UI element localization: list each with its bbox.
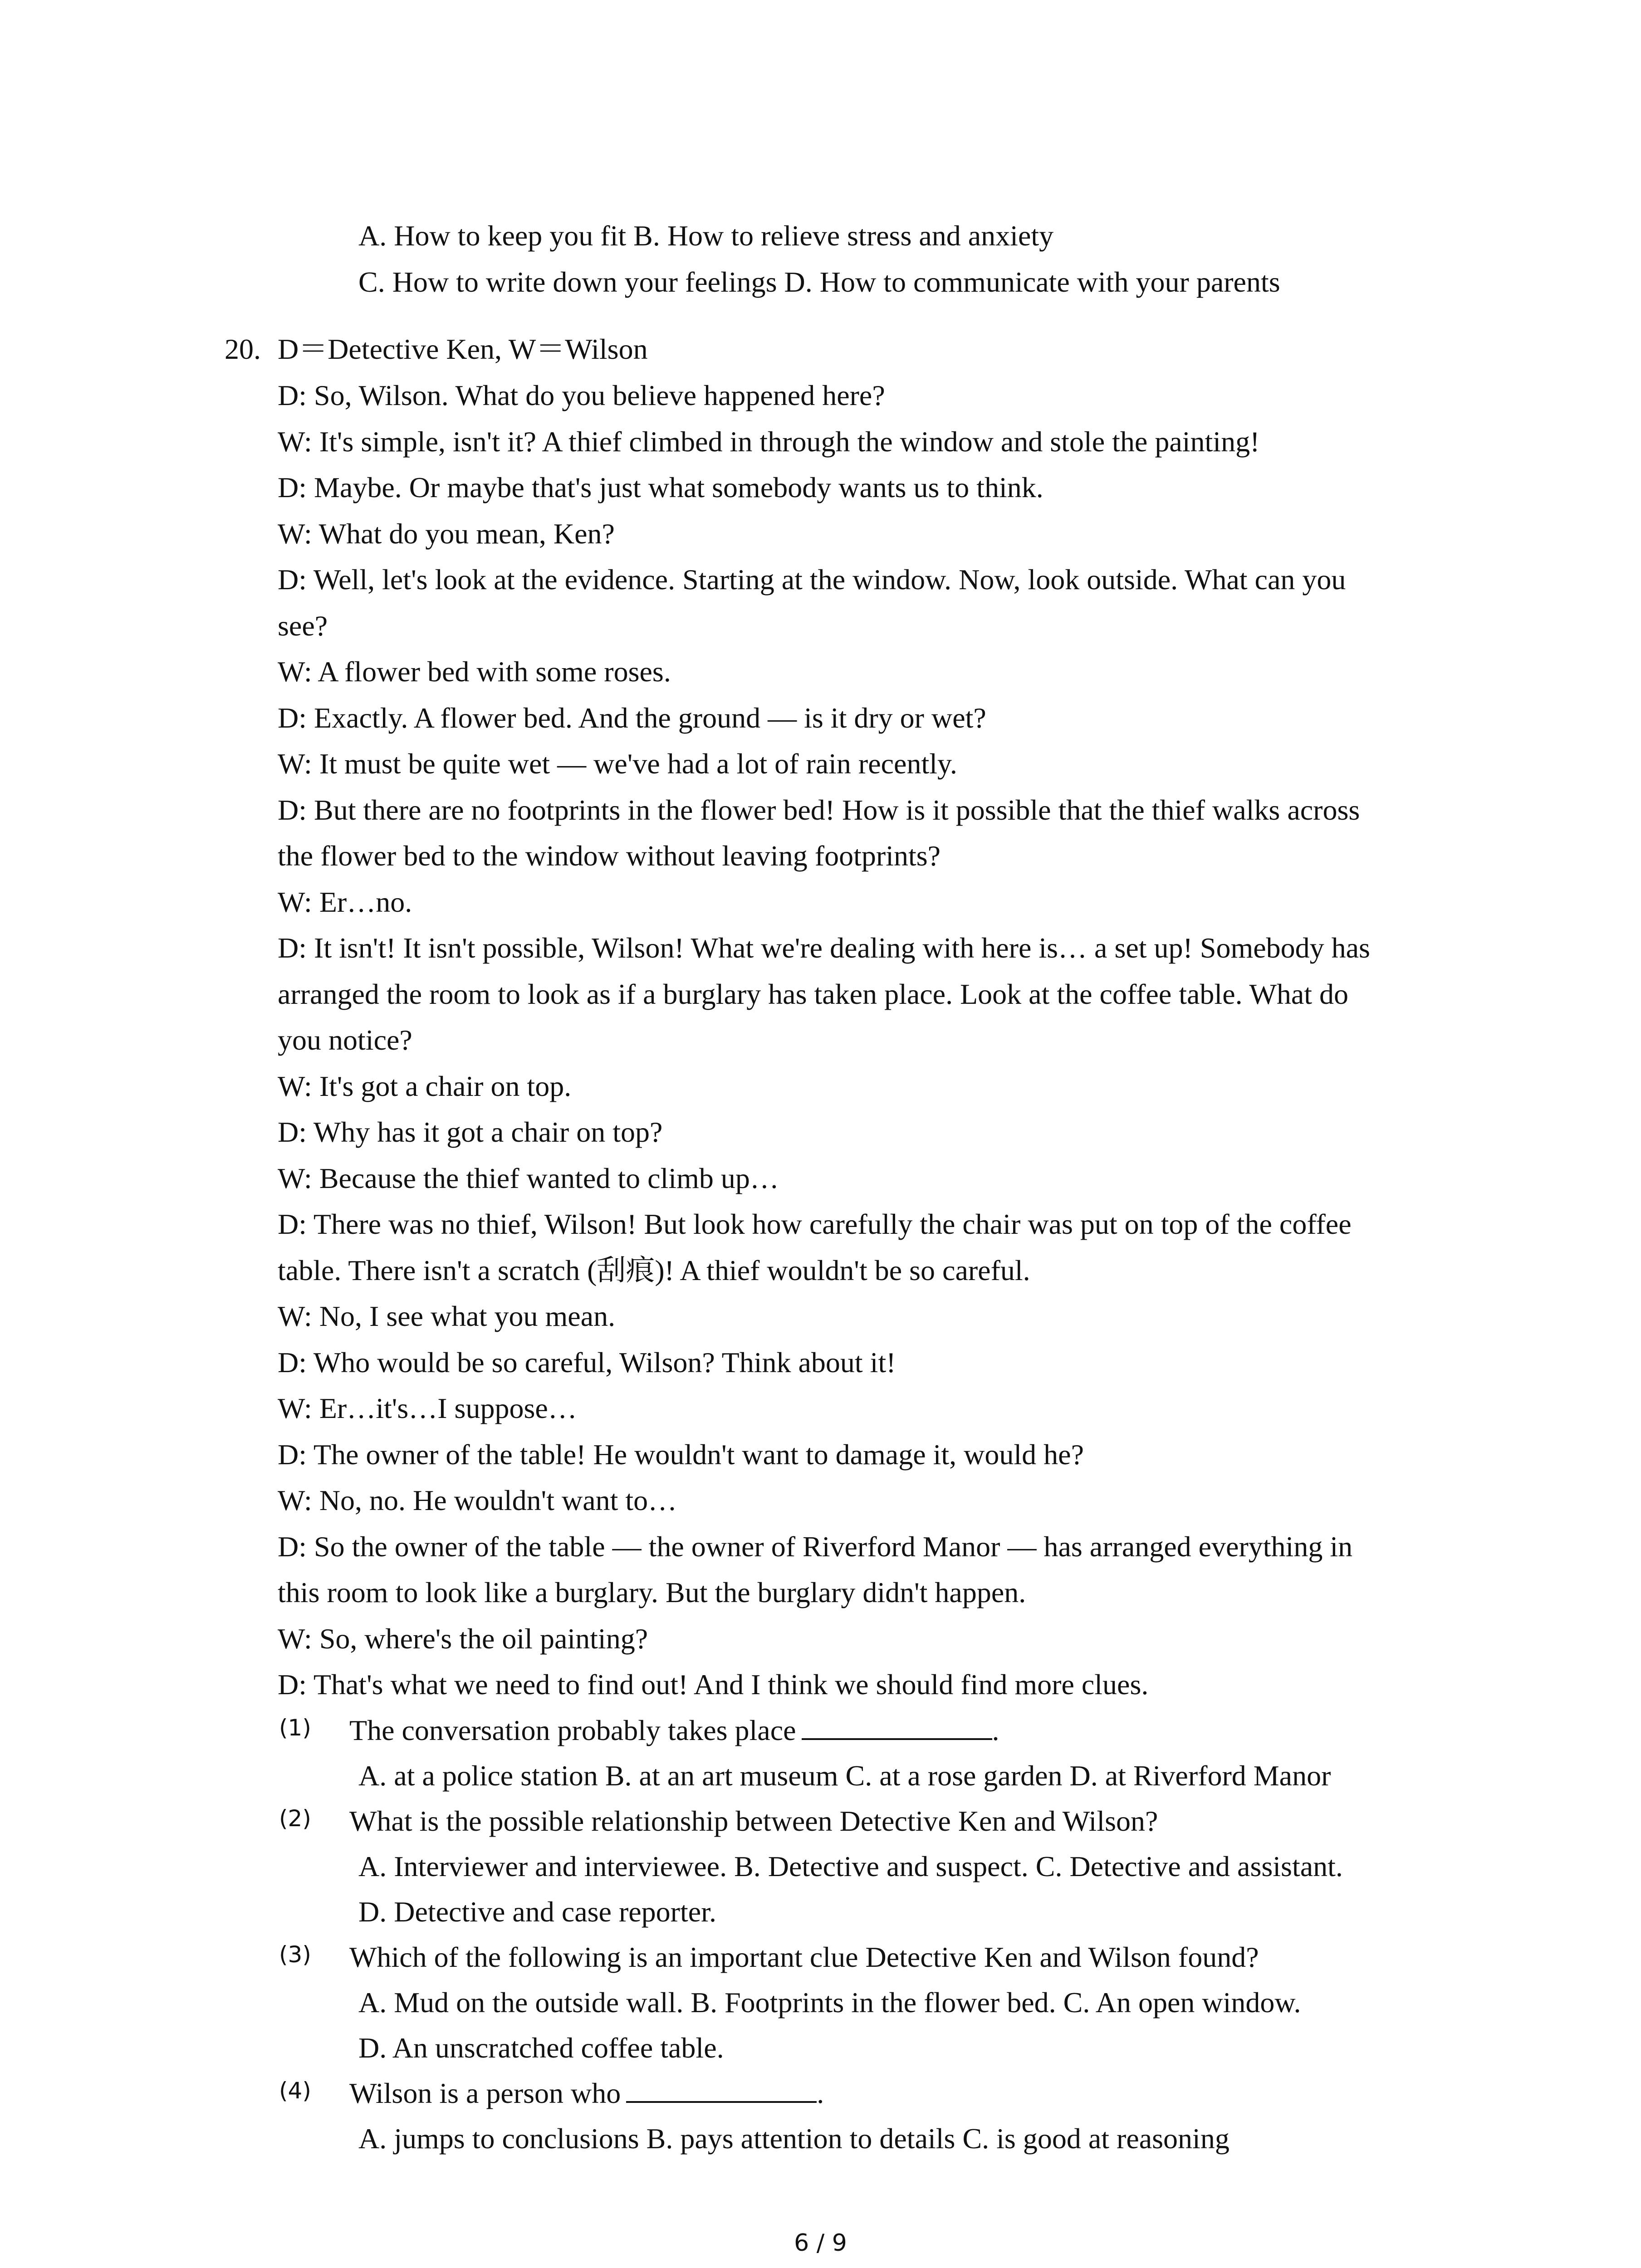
sub-question-stem-text: What is the possible relationship between Detective Ken and Wilson? <box>349 1805 1158 1837</box>
q19-options-line-1: A. How to keep you fit B. How to relieve stress and anxiety <box>358 220 1054 252</box>
dialogue-line: see? <box>278 610 328 642</box>
dialogue-line: D: It isn't! It isn't possible, Wilson! What we're dealing with here is… a set up! Somebody has <box>278 932 1370 964</box>
answer-blank <box>626 2076 817 2103</box>
dialogue-line: you notice? <box>278 1024 412 1056</box>
answer-options-line: A. Interviewer and interviewee. B. Detective and suspect. C. Detective and assistant. <box>358 1850 1343 1882</box>
dialogue-line: this room to look like a burglary. But the burglary didn't happen. <box>278 1576 1026 1608</box>
dialogue-line: D: There was no thief, Wilson! But look how carefully the chair was put on top of the coffee <box>278 1208 1352 1240</box>
page-number: 6 / 9 <box>794 2229 847 2257</box>
dialogue-line: D: So the owner of the table — the owner of Riverford Manor — has arranged everything in <box>278 1530 1353 1563</box>
dialogue-line: D: Why has it got a chair on top? <box>278 1116 663 1148</box>
answer-options-line: D. Detective and case reporter. <box>358 1896 716 1928</box>
dialogue-line: W: No, no. He wouldn't want to… <box>278 1484 677 1516</box>
dialogue-line: D: So, Wilson. What do you believe happened here? <box>278 379 885 411</box>
sub-question-stem-text: Wilson is a person who <box>349 2077 621 2109</box>
q19-options-line-2: C. How to write down your feelings D. How to communicate with your parents <box>358 266 1280 298</box>
dialogue-line: D: That's what we need to find out! And I think we should find more clues. <box>278 1668 1149 1701</box>
dialogue-line: D: Well, let's look at the evidence. Starting at the window. Now, look outside. What can you <box>278 563 1346 596</box>
answer-options-line: A. at a police station B. at an art museum C. at a rose garden D. at Riverford Manor <box>358 1760 1331 1792</box>
sub-question-number: (3) <box>279 1941 311 1968</box>
answer-blank <box>802 1713 992 1740</box>
dialogue-line: W: Er…no. <box>278 886 412 918</box>
dialogue-line: W: Because the thief wanted to climb up… <box>278 1162 779 1194</box>
sub-question-stem: Wilson is a person who . <box>349 2075 824 2112</box>
sub-question-number: (2) <box>279 1805 311 1832</box>
sub-question-stem-text: Which of the following is an important clue Detective Ken and Wilson found? <box>349 1941 1259 1973</box>
answer-options-line: D. An unscratched coffee table. <box>358 2032 724 2064</box>
dialogue-line: the flower bed to the window without leaving footprints? <box>278 840 941 872</box>
dialogue-line: D: The owner of the table! He wouldn't want to damage it, would he? <box>278 1438 1084 1471</box>
sub-question-stem-text: The conversation probably takes place <box>349 1714 796 1746</box>
dialogue-line: W: A flower bed with some roses. <box>278 655 671 688</box>
sub-question-stem <box>349 1803 1158 1839</box>
dialogue-line: W: Er…it's…I suppose… <box>278 1392 577 1424</box>
dialogue-line: W: So, where's the oil painting? <box>278 1623 648 1655</box>
sub-question-number: (1) <box>279 1715 311 1741</box>
dialogue-line: D: Exactly. A flower bed. And the ground — is it dry or wet? <box>278 702 986 734</box>
dialogue-line: D: Who would be so careful, Wilson? Think about it! <box>278 1346 896 1378</box>
sub-question-stem: The conversation probably takes place . <box>349 1712 999 1749</box>
dialogue-line: W: What do you mean, Ken? <box>278 518 615 550</box>
dialogue-line: W: No, I see what you mean. <box>278 1300 616 1332</box>
dialogue-line: W: It's got a chair on top. <box>278 1070 572 1102</box>
sub-question-number: (4) <box>279 2077 311 2104</box>
dialogue-line: W: It's simple, isn't it? A thief climbed in through the window and stole the painting! <box>278 425 1260 458</box>
answer-options-line: A. Mud on the outside wall. B. Footprints in the flower bed. C. An open window. <box>358 1986 1301 2019</box>
dialogue-header: D＝Detective Ken, W＝Wilson <box>278 333 648 365</box>
answer-options-line: A. jumps to conclusions B. pays attention to details C. is good at reasoning <box>358 2122 1230 2155</box>
dialogue-line: table. There isn't a scratch (刮痕)! A thief wouldn't be so careful. <box>278 1254 1030 1286</box>
dialogue-line: D: Maybe. Or maybe that's just what somebody wants us to think. <box>278 471 1043 503</box>
dialogue-line: W: It must be quite wet — we've had a lot of rain recently. <box>278 748 957 780</box>
dialogue-line: arranged the room to look as if a burglary has taken place. Look at the coffee table. What do <box>278 978 1349 1010</box>
sub-question-stem <box>349 1939 1259 1975</box>
dialogue-line: D: But there are no footprints in the flower bed! How is it possible that the thief walks across <box>278 794 1360 826</box>
question-number: 20. <box>225 333 261 365</box>
